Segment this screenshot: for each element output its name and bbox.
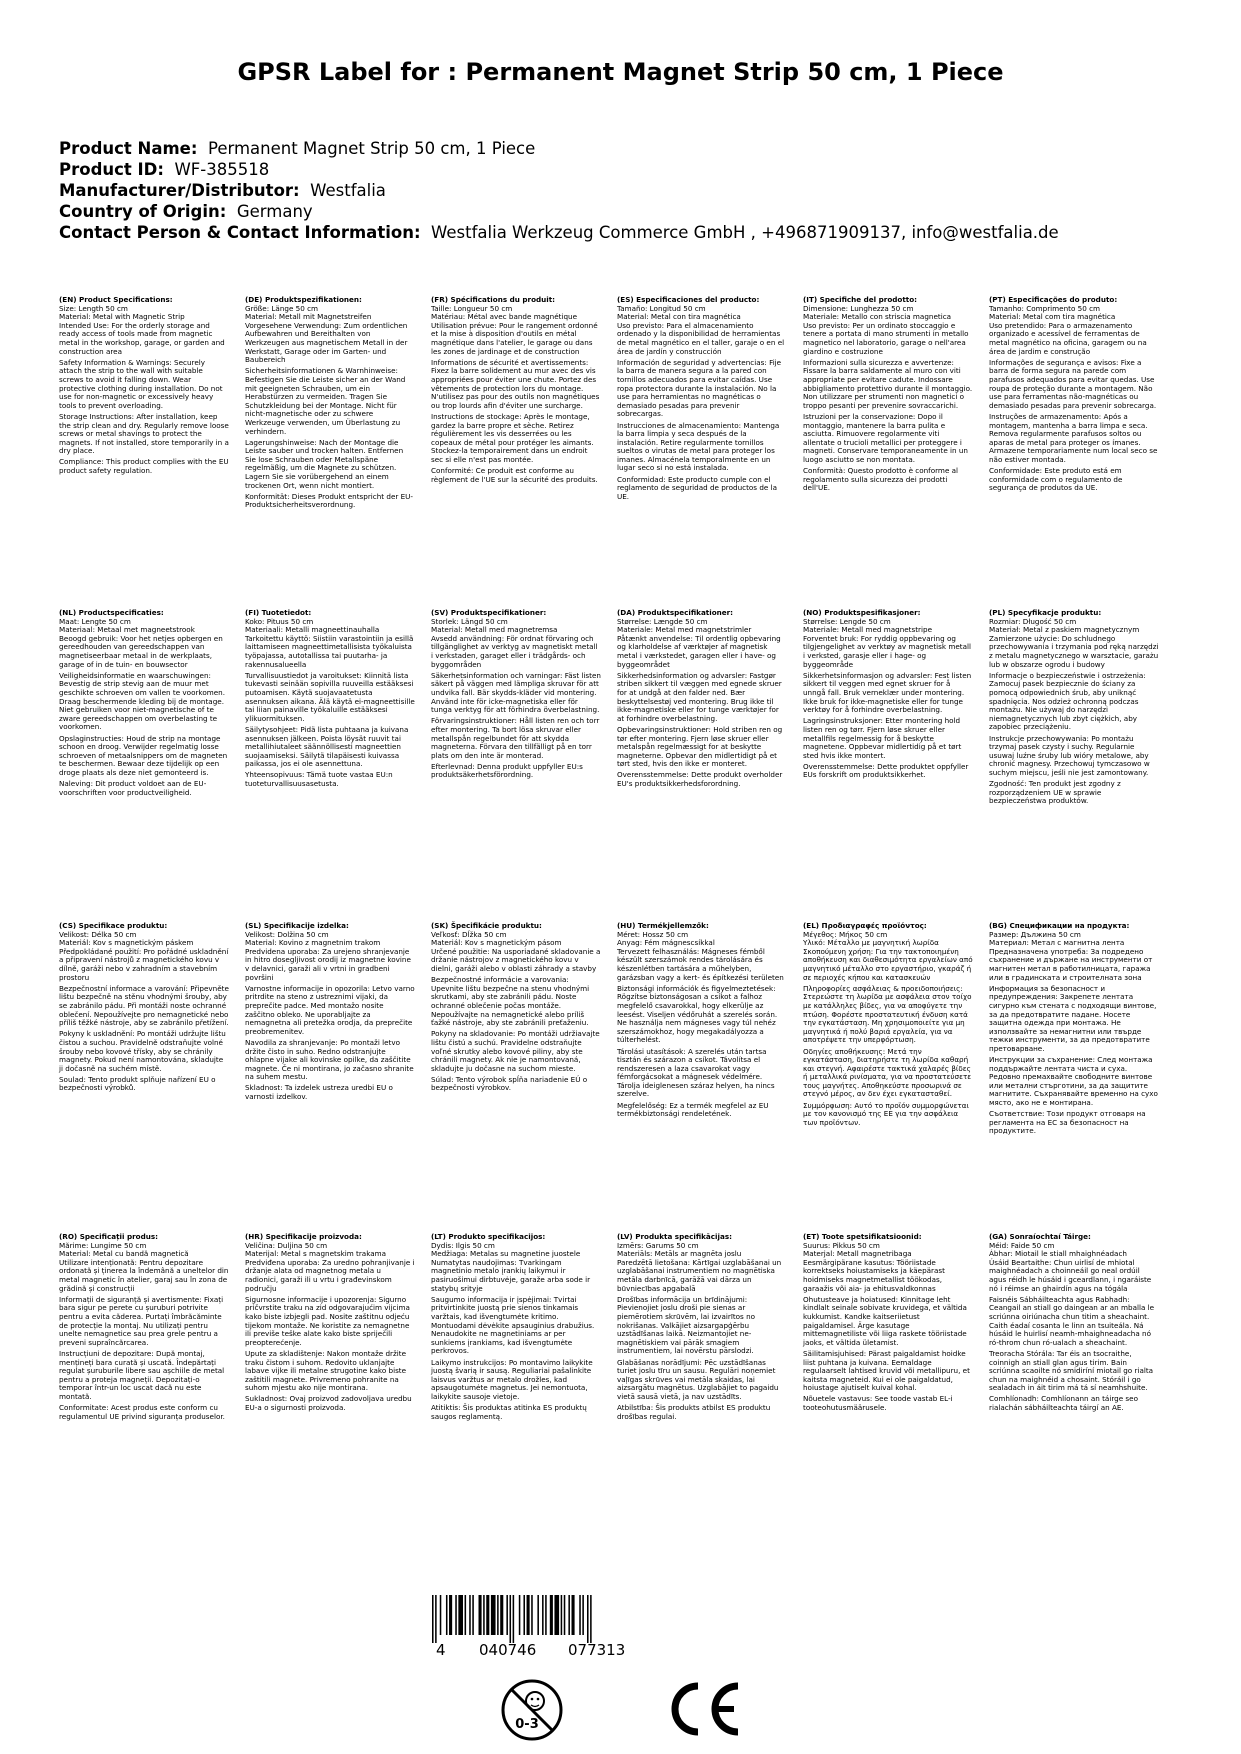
spec-material: Materjal: Metall magnetribaga (803, 1249, 912, 1259)
spec-use: Uso previsto: Per un ordinato stoccaggio e tenere a portata di mano strumenti in metallo magnetico nel laboratorio, garage o nell'area giardino e costruzione (803, 320, 969, 356)
spec-use: Vorgesehene Verwendung: Zum ordentlichen Aufbewahren und Bereithalten von Werkzeugen aus magnetischem Metall in der Werkstatt, Garage oder im Garten- und Baubereich (245, 320, 408, 365)
spec-size: Tamanho: Comprimento 50 cm (989, 303, 1101, 313)
language-block (989, 922, 1159, 1139)
spec-size: Izmērs: Garums 50 cm (617, 1240, 699, 1250)
spec-storage: Istruzioni per la conservazione: Dopo il montaggio, mantenere la barra pulita e asciutta. Rimuovere regolarmente viti allentate o trucioli metallici per proteggere i magneti. Conservare temporaneamente in un luogo asciutto se non montata. (803, 411, 968, 464)
barcode-bar (582, 1595, 584, 1635)
spec-material: Anyag: Fém mágnescsíkkal (617, 938, 715, 948)
product-id-label: Product ID: (59, 160, 164, 179)
barcode-right-digits: 077313 (568, 1641, 626, 1659)
spec-material: Materiál: Kov s magnetickým páskem (59, 938, 194, 948)
spec-use: Predviđena uporaba: Za uredno pohranjivanje i držanje alata od magnetnog metala u radionici, garaži ili u vrtu i građevinskom području (245, 1257, 415, 1293)
language-heading: (FR) Spécifications du produit: (431, 295, 556, 304)
manufacturer-value: Westfalia (310, 181, 386, 200)
language-heading: (PL) Specyfikacje produktu: (989, 608, 1102, 617)
barcode-bar (531, 1595, 533, 1635)
barcode-bar (432, 1595, 434, 1643)
spec-storage: Upute za skladištenje: Nakon montaže držite traku čistom i suhom. Redovito uklanjajte labave vijke ili metalne strugotine kako biste zaštitili magnete. Privremeno pohranite na suhom mjestu ako nije montirana. (245, 1348, 407, 1393)
spec-safety: Säkerhetsinformation och varningar: Fäst listen säkert på väggen med lämpliga skruvar för att undvika fall. Bär skydds-kläder vid montering. Använd inte för icke-magnetiska eller för tunga verktyg för att förhindra överbelastning. (431, 670, 601, 715)
language-block (431, 609, 601, 783)
spec-safety: Veiligheidsinformatie en waarschuwingen: Bevestig de strip stevig aan de muur met geschikte schroeven om vallen te voorkomen. Draag beschermende kleding bij de montage. Niet gebruiken voor niet-magnetische of te zware gereedschappen om overbelasting te voorkomen. (59, 670, 225, 732)
spec-storage: Förvaringsinstruktioner: Håll listen ren och torr efter montering. Ta bort lösa skruvar eller metallspån regelbundet för att skydda magneterna. Förvara den tillfälligt på en torr plats om den inte är monterad. (431, 716, 600, 760)
spec-size: Tamaño: Longitud 50 cm (617, 303, 706, 313)
barcode-bar (519, 1595, 521, 1635)
barcode-lead-digit: 4 (436, 1641, 446, 1659)
spec-use: Předpokládané použití: Pro pořádné uskladnění a připravení nástrojů z magnetického kovu v dílně, garáži nebo v zahradním a stavebním prostoru (59, 946, 229, 982)
barcode-bar (513, 1595, 515, 1643)
language-block (989, 296, 1159, 495)
spec-material: Materiaali: Metalli magneettinauhalla (245, 625, 380, 635)
spec-safety: Informazioni sulla sicurezza e avvertenze: Fissare la barra saldamente al muro con viti appropriate per evitare cadute. Indossare abbigliamento protettivo durante il montaggio. Non utilizzare per strumenti non magnetici o troppo pesanti per prevenire sovraccarichi. (803, 357, 973, 410)
product-info (59, 138, 1199, 243)
country-row (59, 201, 1199, 222)
country-label: Country of Origin: (59, 202, 227, 221)
spec-material: Materiāls: Metāls ar magnēta joslu (617, 1249, 742, 1259)
spec-material: Материал: Метал с магнитна лента (989, 938, 1125, 948)
spec-material: Materiale: Metall med magnetstripe (803, 625, 932, 635)
spec-storage: Säilitamisjuhised: Pärast paigaldamist hoidke liist puhtana ja kuivana. Eemaldage regulaarselt lahtised kruvid või metallipuru, et kaitsta magneteid. Kui ei ole paigaldatud, hoiustage ajutiselt kuival kohal. (803, 1348, 970, 1393)
spec-safety: Bezpečnostní informace a varování: Připevněte lištu bezpečně na stěnu vhodnými šrouby, aby se zabránilo pádu. Při montáži noste ochranné oblečení. Nepoužívejte pro nemagnetické nebo příliš těžké nástroje, aby se zabránilo přetížení. (59, 983, 229, 1028)
spec-size: Mărime: Lungime 50 cm (59, 1240, 147, 1250)
spec-storage: Инструкции за съхранение: След монтажа поддържайте лентата чиста и суха. Редовно премахвайте свободните винтове или метални стърготини, за да защитите магнитите. Съхранявайте временно на сухо място, ако не е монтирана. (989, 1055, 1158, 1108)
language-heading: (EN) Product Specifications: (59, 295, 173, 304)
spec-compliance: Naleving: Dit product voldoet aan de EU-voorschriften voor productveiligheid. (59, 779, 207, 797)
barcode-bar (491, 1595, 496, 1635)
spec-safety: Informations de sécurité et avertissements: Fixez la barre solidement au mur avec des vis appropriées pour éviter une chute. Portez des vêtements de protection lors du montage. N'utilisez pas pour des outils non magnétiques ou trop lourds afin d'éviter une surcharge. (431, 357, 600, 410)
spec-use: Utilisation prévue: Pour le rangement ordonné et la mise à disposition d'outils en métal magnétique dans l'atelier, le garage ou dans les zones de jardinage et de construction (431, 320, 598, 356)
language-block (59, 1233, 229, 1424)
spec-use: Tarkoitettu käyttö: Siistiin varastointiin ja esillä laittamiseen magneettimetallisista työkaluista työpajassa, autotallissa tai puutarha- ja rakennusalueella (245, 633, 414, 669)
barcode-bar (458, 1595, 463, 1635)
spec-use: Zamierzone użycie: Do schludnego przechowywania i trzymania pod ręką narzędzi z metalu magnetycznego w warsztacie, garażu lub w obszarze ogrodu i budowy (989, 633, 1159, 669)
language-heading: (DA) Produktspecifikationer: (617, 608, 734, 617)
barcode-bar (500, 1595, 503, 1635)
spec-size: Dydis: Ilgis 50 cm (431, 1240, 495, 1250)
barcode-bar (440, 1595, 442, 1635)
spec-size: Μέγεθος: Μήκος 50 cm (803, 929, 888, 939)
spec-compliance: Συμμόρφωση: Αυτό το προϊόν συμμορφώνεται με τον κανονισμό της ΕΕ για την ασφάλεια των προϊόντων. (803, 1100, 969, 1127)
language-heading: (NO) Produktspesifikasjoner: (803, 608, 921, 617)
language-heading: (HU) Termékjellemzők: (617, 921, 709, 930)
language-block (431, 1233, 601, 1424)
barcode-bar (537, 1595, 539, 1635)
spec-size: Taille: Longueur 50 cm (431, 303, 513, 313)
spec-compliance: Skladnost: Ta izdelek ustreza uredbi EU o varnosti izdelkov. (245, 1083, 393, 1102)
barcode-bar (542, 1595, 544, 1635)
barcode-left-digits: 040746 (479, 1641, 537, 1659)
spec-storage: Pokyny k uskladnění: Po montáži udržujte lištu čistou a suchou. Pravidelně odstraňujte volné šrouby nebo kovové třísky, aby se chránily magnety. Pokud není namontována, skladujte ji dočasně na suchém místě. (59, 1029, 226, 1073)
spec-size: Størrelse: Længde 50 cm (617, 616, 708, 626)
spec-material: Materiale: Metal med magnetstrimler (617, 625, 752, 635)
barcode-bar (497, 1595, 499, 1635)
spec-size: Méret: Hossz 50 cm (617, 929, 689, 939)
spec-material: Material: Metall mit Magnetstreifen (245, 312, 372, 322)
contact-label: Contact Person & Contact Information: (59, 223, 421, 242)
barcode-bar (479, 1595, 482, 1635)
language-block (989, 1233, 1159, 1415)
spec-compliance: Conformitate: Acest produs este conform cu regulamentul UE privind siguranța produselor. (59, 1403, 225, 1421)
spec-size: Size: Length 50 cm (59, 303, 128, 313)
barcode-bar (550, 1595, 553, 1635)
spec-compliance: Efterlevnad: Denna produkt uppfyller EU:s produktsäkerhetsförordning. (431, 761, 583, 780)
product-name-value: Permanent Magnet Strip 50 cm, 1 Piece (207, 139, 536, 158)
spec-size: Veličina: Duljina 50 cm (245, 1240, 328, 1250)
age-warning-icon (500, 1678, 564, 1742)
spec-compliance: Conformité: Ce produit est conforme au règlement de l'UE sur la sécurité des produits. (431, 466, 598, 484)
barcode-bar (545, 1595, 547, 1635)
product-name-row (59, 138, 1199, 159)
spec-compliance: Zgodność: Ten produkt jest zgodny z rozporządzeniem UE w sprawie bezpieczeństwa produktów. (989, 779, 1121, 806)
barcode-bar (449, 1595, 452, 1635)
spec-storage: Glabāšanas norādījumi: Pēc uzstādīšanas turiet joslu tīru un sausu. Regulāri noņemiet vaļīgas skrūves vai metāla skaidas, lai aizsargātu magnētus. Uzglabājiet to pagaidu vietā sausā vietā, ja nav uzstādīts. (617, 1357, 779, 1401)
language-block (617, 1233, 787, 1424)
product-name-label: Product Name: (59, 139, 198, 158)
language-block (617, 296, 787, 504)
spec-safety: Informações de segurança e avisos: Fixe a barra de forma segura na parede com parafusos adequados para evitar quedas. Use roupa de proteção durante a montagem. Não use para ferramentas não-magnéticas ou demasiado pesadas para prevenir sobrecarga. (989, 357, 1157, 410)
spec-material: Materiaal: Metaal met magneetstrook (59, 625, 195, 635)
spec-safety: Πληροφορίες ασφάλειας & προειδοποιήσεις: Στερεώστε τη λωρίδα με ασφάλεια στον τοίχο με κατάλληλες βίδες, για να αποφύγετε την πτώση. Φορέστε προστατευτική ένδυση κατά την εγκατάσταση. Μη χρησιμοποιείτε για μη μαγνητικά ή πολύ βαριά εργαλεία, για να αποτρέψετε την υπερφόρτωση. (803, 983, 972, 1045)
barcode-bar (506, 1595, 508, 1635)
spec-storage: Tárolási utasítások: A szerelés után tartsa tisztán és szárazon a csíkot. Távolítsa el rendszeresen a laza csavarokat vagy fémforgácsokat a mágnesek védelmére. Tárolja ideiglenesen száraz helyen, ha nincs szerelve. (617, 1046, 775, 1099)
spec-storage: Lagerungshinweise: Nach der Montage die Leiste sauber und trocken halten. Entfernen Sie lose Schrauben oder Metallspäne regelmäßig, um die Magnete zu schützen. Lagern Sie sie vorübergehend an einem trockenen Ort, wenn nicht montiert. (245, 437, 404, 490)
language-block (431, 922, 601, 1096)
spec-material: Matériau: Métal avec bande magnétique (431, 312, 577, 322)
spec-size: Velikost: Dolžina 50 cm (245, 929, 329, 939)
spec-storage: Οδηγίες αποθήκευσης: Μετά την εγκατάσταση, διατηρήστε τη λωρίδα καθαρή και στεγνή. Αφαιρέστε τακτικά χαλαρές βίδες ή μεταλλικά ρινίσματα, για να προστατεύσετε τους μαγνήτες. Αποθηκεύστε προσωρινά σε στεγνό μέρος, αν δεν έχει εγκατασταθεί. (803, 1046, 972, 1099)
barcode-bar (483, 1595, 485, 1635)
spec-safety: Información de seguridad y advertencias: Fije la barra de manera segura a la pared con tornillos adecuados para evitar caídas. Use ropa protectora durante la instalación. No la use para herramientas no magnéticas o demasiado pesadas para prevenir sobrecargas. (617, 357, 782, 419)
barcode-bar (523, 1595, 525, 1635)
spec-storage: Storage Instructions: After installation, keep the strip clean and dry. Regularly remove loose screws or metal shavings to protect the magnets. If not installed, store temporarily in a dry place. (59, 411, 229, 456)
spec-storage: Instruções de armazenamento: Após a montagem, mantenha a barra limpa e seca. Remova regularmente parafusos soltos ou aparas de metal para proteger os ímanes. Armazene temporariamente num local seco se não estiver montada. (989, 411, 1158, 464)
language-block (245, 609, 415, 791)
spec-material: Materiale: Metallo con striscia magnetica (803, 312, 952, 322)
spec-storage: Instructions de stockage: Après le montage, gardez la barre propre et sèche. Retirez régulièrement les vis desserrées ou les copeaux de métal pour protéger les aimants. Stockez-la temporairement dans un endroit sec si elle n'est pas montée. (431, 411, 594, 464)
spec-safety: Sikkerhetsinformasjon og advarsler: Fest listen sikkert til veggen med egnet skruer for å unngå fall. Bruk verneklær under montering. Ikke bruk for ikke-magnetiske eller for tunge verktøy for å forhindre overbelastning. (803, 670, 972, 715)
age-range-label: 0-3 (515, 1717, 539, 1732)
product-id-value: WF-385518 (174, 160, 270, 179)
spec-storage: Lagringsinstruksjoner: Etter montering hold listen ren og tørr. Fjern løse skruer eller metallfils regelmessig for å beskytte magnetene. Oppbevar midlertidig på et tørt sted hvis ikke montert. (803, 716, 962, 760)
spec-material: Material: Metal cu bandă magnetică (59, 1249, 189, 1259)
spec-size: Размер: Дължина 50 cm (989, 929, 1081, 939)
spec-compliance: Sukladnost: Ovaj proizvod zadovoljava uredbu EU-a o sigurnosti proizvoda. (245, 1394, 412, 1413)
barcode-bar (469, 1595, 471, 1635)
spec-compliance: Soulad: Tento produkt splňuje nařízení EU o bezpečnosti výrobků. (59, 1074, 216, 1093)
barcode-bar (527, 1595, 530, 1635)
spec-use: Beoogd gebruik: Voor het netjes opbergen en gereedhouden van gereedschappen van magnetiseerbaar metaal in de werkplaats, garage of in de tuin- en bouwsector (59, 633, 223, 669)
barcode-bar (572, 1595, 575, 1635)
language-heading: (DE) Produktspezifikationen: (245, 295, 362, 304)
spec-compliance: Atitiktis: Šis produktas atitinka ES produktų saugos reglamentą. (431, 1403, 587, 1421)
spec-safety: Ohutusteave ja hoiatused: Kinnitage leht kindlalt seinale sobivate kruvidega, et vältida kukkumist. Kandke kaitseriietust paigaldamisel. Ärge kasutage mittemagnetiliste või liiga raskete tööriistade jaoks, et vältida ületamist. (803, 1294, 967, 1347)
spec-material: Material: Metall med magnetremsa (431, 625, 558, 635)
barcode-bar (579, 1595, 581, 1635)
language-block (245, 296, 415, 513)
spec-material: Material: Metal com tira magnética (989, 312, 1116, 322)
language-heading: (BG) Спецификации на продукта: (989, 921, 1130, 930)
spec-safety: Drošības informācija un brīdinājumi: Pievienojiet joslu droši pie sienas ar piemērotiem skrūvēm, lai izvairītos no nokrišanas. Valkājiet aizsargapģērbu uzstādīšanas laikā. Neizmantojiet ne-magnētiskiem vai pārāk smagiem instrumentiem, lai novērstu pārslodzi. (617, 1294, 756, 1356)
language-heading: (NL) Productspecificaties: (59, 608, 164, 617)
spec-size: Storlek: Längd 50 cm (431, 616, 508, 626)
manufacturer-label: Manufacturer/Distributor: (59, 181, 300, 200)
spec-material: Materiál: Kov s magnetickým pásom (431, 938, 562, 948)
spec-storage: Navodila za shranjevanje: Po montaži letvo držite čisto in suho. Redno odstranjujte ohlapne vijake ali kovinske opilke, da zaščitite magnete. Če ni montirana, jo začasno shranite na suhem mestu. (245, 1037, 414, 1082)
language-heading: (ES) Especificaciones del producto: (617, 295, 760, 304)
spec-size: Rozmiar: Długość 50 cm (989, 616, 1077, 626)
spec-material: Materiał: Metal z paskiem magnetycznym (989, 625, 1140, 635)
language-block (59, 922, 229, 1096)
contact-value: Westfalia Werkzeug Commerce GmbH , +496871909137, info@westfalia.de (431, 223, 1059, 242)
spec-size: Suurus: Pikkus 50 cm (803, 1240, 880, 1250)
spec-storage: Säilytysohjeet: Pidä lista puhtaana ja kuivana asennuksen jälkeen. Poista löysät ruuvit tai metallihiutaleet säännöllisesti magneettien suojaamiseksi. Säilytä tilapäisesti kuivassa paikassa, jos ei ole asennettuna. (245, 724, 409, 769)
spec-compliance: Compliance: This product complies with the EU product safety regulation. (59, 457, 229, 476)
spec-use: Paredzētā lietošana: Kārtīgai uzglabāšanai un uzglabāšanai instrumentiem no magnētiska metāla darbnīcā, garāžā vai dārza un būvniecības apgabalā (617, 1257, 782, 1293)
barcode-bar (472, 1595, 474, 1635)
spec-storage: Pokyny na skladovanie: Po montáži udržiavajte lištu čistú a suchú. Pravidelne odstraňujte voľné skrutky alebo kovové piliny, aby ste chránili magnety. Ak nie je namontovaná, skladujte ju dočasne na suchom mieste. (431, 1029, 600, 1073)
contact-row (59, 222, 1199, 243)
language-heading: (FI) Tuotetiedot: (245, 608, 312, 617)
spec-compliance: Nõuetele vastavus: See toode vastab EL-i tooteohutusmäärusele. (803, 1394, 953, 1413)
spec-safety: Safety Information & Warnings: Securely attach the strip to the wall with suitable screws to avoid it falling down. Wear protective clothing during installation. Do not use for non-magnetic or excessively heavy tools to prevent overloading. (59, 357, 223, 410)
language-heading: (SV) Produktspecifikationer: (431, 608, 547, 617)
language-heading: (LV) Produkta specifikācijas: (617, 1232, 732, 1241)
language-block (617, 609, 787, 791)
language-block (803, 1233, 973, 1415)
spec-safety: Informații de siguranță și avertismente: Fixați bara sigur pe perete cu șuruburi potrivite pentru a evita căderea. Purtați îmbrăcăminte de protecție la montaj. Nu utilizați pentru unelte nemagnetice sau prea grele pentru a preveni supraîncărcarea. (59, 1294, 224, 1347)
spec-material: Material: Metal with Magnetic Strip (59, 312, 185, 322)
language-block (59, 609, 229, 800)
spec-safety: Sicherheitsinformationen & Warnhinweise: Befestigen Sie die Leiste sicher an der Wand mit geeigneten Schrauben, um ein Herabstürzen zu vermeiden. Tragen Sie Schutzkleidung bei der Montage. Nicht für nicht-magnetische oder zu schwere Werkzeuge verwenden, um Überlastung zu verhindern. (245, 366, 406, 436)
language-block (803, 609, 973, 783)
spec-compliance: Atbilstība: Šis produkts atbilst ES produktu drošības regulai. (617, 1403, 771, 1421)
spec-use: Uso previsto: Para el almacenamiento ordenado y la disponibilidad de herramientas de metal magnético en el taller, garaje o en el área de jardín y construcción (617, 320, 785, 356)
spec-safety: Faisnéis Sábháilteachta agus Rabhadh: Ceangail an stiall go daingean ar an mballa le scriúnna oiriúnacha chun titim a sheachaint. Caith éadaí cosanta le linn an tsuiteála. Ná húsáid le huirlisí neamh-mhaighneadacha nó ró-throm chun ró-ualach a sheachaint. (989, 1294, 1155, 1347)
spec-use: Avsedd användning: För ordnat förvaring och tillgänglighet av verktyg av magnetiskt metall i verkstaden, garaget eller i trädgårds- och byggområden (431, 633, 598, 669)
spec-compliance: Conformità: Questo prodotto è conforme al regolamento sulla sicurezza dei prodotti dell'UE. (803, 466, 959, 493)
spec-material: Υλικό: Μέταλλο με μαγνητική λωρίδα (803, 938, 939, 948)
barcode-bar (435, 1595, 437, 1643)
barcode-bar (465, 1595, 467, 1635)
spec-use: Eesmärgipärane kasutus: Tööriistade korrektseks hoiustamiseks ja käepärast hoidmiseks magnetmetallist töökodas, garaažis või aia- ja ehitusvaldkonnas (803, 1257, 945, 1293)
barcode-bar (446, 1595, 448, 1635)
spec-compliance: Overensstemmelse: Dette produkt overholder EU's produktsikkerhedsforordning. (617, 770, 783, 789)
product-id-row (59, 159, 1199, 180)
spec-safety: Sigurnosne informacije i upozorenja: Sigurno pričvrstite traku na zid odgovarajućim vijcima kako biste izbjegli pad. Nosite zaštitnu odjeću tijekom montaže. Ne koristite za nemagnetne ili previše teške alate kako biste spriječili preopterećenje. (245, 1294, 410, 1347)
spec-storage: Opbevaringsinstruktioner: Hold striben ren og tør efter montering. Fjern løse skruer eller metalspån regelmæssigt for at beskytte magneterne. Opbevar den midlertidigt på et tørt sted, hvis den ikke er monteret. (617, 724, 783, 769)
ce-mark-icon (664, 1678, 744, 1740)
spec-safety: Saugumo informacija ir įspėjimai: Tvirtai pritvirtinkite juostą prie sienos tinkamais varžtais, kad išvengtumėte kritimo. Montuodami dėvėkite apsauginius drabužius. Nenaudokite ne magnetiniams ar per sunkiems įrankiams, kad išvengtumėte perkrovos. (431, 1294, 595, 1356)
language-heading: (HR) Specifikacije proizvoda: (245, 1232, 362, 1241)
spec-material: Material: Metal con tira magnética (617, 312, 741, 322)
language-heading: (GA) Sonraíochtaí Táirge: (989, 1232, 1091, 1241)
language-heading: (IT) Specifiche del prodotto: (803, 295, 918, 304)
spec-use: Určené použitie: Na usporiadané skladovanie a držanie nástrojov z magnetického kovu v dielni, garáži alebo v oblasti záhrady a stavby (431, 946, 601, 973)
barcode-bar (561, 1595, 563, 1635)
ean-barcode (430, 1595, 640, 1643)
language-block (245, 1233, 415, 1415)
spec-compliance: Comhlíonadh: Comhlíonann an táirge seo rialachán sábháilteachta táirgí an AE. (989, 1394, 1138, 1413)
spec-safety: Informacje o bezpieczeństwie i ostrzeżenia: Zamocuj pasek bezpiecznie do ściany za pomocą odpowiednich śrub, aby uniknąć spadnięcia. Nos odzież ochronną podczas montażu. Nie używaj do narzędzi niemagnetycznych lub zbyt ciężkich, aby zapobiec przeciążeniu. (989, 670, 1146, 732)
spec-material: Medžiaga: Metalas su magnetine juostele (431, 1249, 581, 1259)
spec-compliance: Conformidade: Este produto está em conformidade com o regulamento de segurança de produtos da UE. (989, 466, 1123, 493)
barcode-bar (587, 1595, 589, 1643)
spec-use: Påtænkt anvendelse: Til ordentlig opbevaring og klarholdelse af værktøjer af magnetisk metal i værkstedet, garagen eller i have- og byggeområdet (617, 633, 781, 669)
spec-use: Предназначена употреба: За подредено съхранение и държане на инструменти от магнитен метал в работилницата, гаража или в градинската и строителната зона (989, 946, 1153, 982)
spec-storage: Instrukcje przechowywania: Po montażu trzymaj pasek czysty i suchy. Regularnie usuwaj luźne śruby lub wióry metalowe, aby chronić magnesy. Przechowuj tymczasowo w suchym miejscu, jeśli nie jest zamontowany. (989, 733, 1150, 777)
language-block (617, 922, 787, 1121)
spec-material: Material: Kovino z magnetnim trakom (245, 938, 381, 948)
spec-use: Σκοπούμενη χρήση: Για την τακτοποιημένη αποθήκευση και διαθεσιμότητα εργαλείων από μαγνητικό μέταλλο στο εργαστήριο, γκαράζ ή σε περιοχές κήπου και κατασκευών (803, 946, 973, 982)
spec-storage: Laikymo instrukcijos: Po montavimo laikykite juostą švarią ir sausą. Reguliariai pašalinkite laisvus varžtus ar metalo drožles, kad apsaugotumėte magnetus. Jei nemontuota, laikykite sausoje vietoje. (431, 1357, 593, 1401)
language-heading: (SK) Špecifikácie produktu: (431, 921, 542, 930)
barcode-bar (554, 1595, 559, 1635)
spec-safety: Turvallisuustiedot ja varoitukset: Kiinnitä lista tukevasti seinään sopivilla ruuveilla estääksesi putoamisen. Käytä suojavaatetusta asennuksen aikana. Älä käytä ei-magneettisille tai liian painaville työkaluille estääksesi ylikuormituksen. (245, 670, 415, 723)
spec-size: Koko: Pituus 50 cm (245, 616, 314, 626)
spec-storage: Instrucciones de almacenamiento: Mantenga la barra limpia y seca después de la instalación. Retire regularmente tornillos sueltos o virutas de metal para proteger los imanes. Almacénela temporalmente en un lugar seco si no está instalada. (617, 420, 780, 473)
spec-material: Materijal: Metal s magnetskim trakama (245, 1249, 387, 1259)
spec-use: Úsáid Beartaithe: Chun uirlisí de mhiotal maighnéadach a choinneáil go neal ordúil agus réidh le húsáid i gceardlann, i ngaráiste nó i réimse an ghairdín agus na tógála (989, 1257, 1152, 1293)
spec-compliance: Yhteensopivuus: Tämä tuote vastaa EU:n tuoteturvallisuusasetusta. (245, 770, 393, 789)
barcode-bar (486, 1595, 489, 1635)
spec-compliance: Súlad: Tento výrobok spĺňa nariadenie EÚ o bezpečnosti výrobkov. (431, 1074, 588, 1093)
language-heading: (SL) Specifikacije izdelka: (245, 921, 349, 930)
language-heading: (PT) Especificações do produto: (989, 295, 1118, 304)
spec-size: Dimensione: Lunghezza 50 cm (803, 303, 914, 313)
spec-compliance: Conformidad: Este producto cumple con el reglamento de seguridad de productos de la UE. (617, 474, 777, 501)
spec-size: Størrelse: Lengde 50 cm (803, 616, 891, 626)
language-block (245, 922, 415, 1104)
spec-safety: Bezpečnostné informácie a varovania: Upevnite lištu bezpečne na stenu vhodnými skrutkami, aby ste zabránili pádu. Noste ochranné oblečenie počas montáže. Nepoužívajte na nemagnetické alebo príliš ťažké nástroje, aby ste zabránili preťaženiu. (431, 975, 590, 1028)
language-heading: (EL) Προδιαγραφές προϊόντος: (803, 921, 927, 930)
spec-size: Maat: Lengte 50 cm (59, 616, 131, 626)
spec-safety: Информация за безопасност и предупреждения: Закрепете лентата сигурно към стената с подходящи винтове, за да предотвратите падане. Носете защитна одежда при монтажа. Не използвайте за немагнитни или твърде тежки инструменти, за да предотвратите претоварване. (989, 983, 1157, 1053)
barcode-bar (510, 1595, 512, 1643)
barcode-bar (568, 1595, 570, 1635)
spec-safety: Biztonsági információk és figyelmeztetések: Rögzítse biztonságosan a csíkot a falhoz megfelelő csavarokkal, hogy elkerülje az leesést. Viseljen védőruhát a szerelés során. Ne használja nem mágneses vagy túl nehéz szerszámokhoz, hogy megakadályozza a túlterhelést. (617, 983, 778, 1045)
spec-use: Uso pretendido: Para o armazenamento organizado e acessível de ferramentas de metal magnético na oficina, garagem ou na área de jardim e construção (989, 320, 1147, 356)
spec-size: Velikost: Délka 50 cm (59, 929, 137, 939)
language-block (431, 296, 601, 487)
spec-storage: Instrucțiuni de depozitare: După montaj, mențineți bara curată și uscată. Îndepărtați regulat șuruburile libere sau așchiile de metal pentru a proteja magneții. Depozitați-o temporar într-un loc uscat dacă nu este montată. (59, 1348, 225, 1401)
barcode-bar (564, 1595, 566, 1635)
spec-use: Utilizare intenționată: Pentru depozitare ordonată și ținerea la îndemână a uneltelor din metal magnetic în atelier, garaj sau în zona de grădină și construcții (59, 1257, 229, 1293)
barcode-bar (455, 1595, 457, 1635)
spec-compliance: Megfelelőség: Ez a termék megfelel az EU termékbiztonsági rendeletének. (617, 1100, 769, 1119)
spec-use: Forventet bruk: For ryddig oppbevaring og tilgjengelighet av verktøy av magnetisk metall i verksted, garasje eller i hage- og byggeområde (803, 633, 971, 669)
spec-storage: Opslaginstructies: Houd de strip na montage schoon en droog. Verwijder regelmatig losse schroeven of metaalsnippers om de magneten te beschermen. Bewaar deze tijdelijk op een droge plaats als deze niet gemonteerd is. (59, 733, 228, 777)
spec-material: Ábhar: Miotail le stiall mhaighnéadach (989, 1249, 1127, 1259)
spec-size: Größe: Länge 50 cm (245, 303, 319, 313)
spec-use: Predvidena uporaba: Za urejeno shranjevanje in hitro dosegljivost orodij iz magnetne kovine v delavnici, garaži ali v vrtni in gradbeni površini (245, 946, 411, 982)
language-block (59, 296, 229, 478)
spec-size: Méid: Faide 50 cm (989, 1240, 1055, 1250)
spec-use: Numatytas naudojimas: Tvarkingam magnetinio metalo įrankių laikymui ir pasiruošimui dirbtuvėje, garaže arba sode ir statybų srityje (431, 1257, 591, 1293)
spec-compliance: Съответствие: Този продукт отговаря на регламента на ЕС за безопасност на продуктите. (989, 1109, 1146, 1136)
language-heading: (ET) Toote spetsifikatsioonid: (803, 1232, 922, 1241)
spec-compliance: Konformität: Dieses Produkt entspricht der EU-Produktsicherheitsverordnung. (245, 491, 414, 510)
page-title: GPSR Label for : Permanent Magnet Strip 50 cm, 1 Piece (237, 58, 1004, 86)
spec-use: Intended Use: For the orderly storage and ready access of tools made from magnetic metal in the workshop, garage, or garden and construction area (59, 320, 225, 356)
language-heading: (LT) Produkto specifikacijos: (431, 1232, 546, 1241)
spec-use: Tervezett felhasználás: Mágneses fémből készült szerszámok rendes tárolására és készenlétben tartására a műhelyben, garázsban vagy a kert- és építkezési területen (617, 946, 784, 982)
manufacturer-row (59, 180, 1199, 201)
language-block (803, 296, 973, 495)
spec-safety: Sikkerhedsinformation og advarsler: Fastgør striben sikkert til væggen med egnede skruer for at undgå at den falder ned. Bær beskyttelsestøj ved montering. Brug ikke til ikke-magnetiske eller for tunge værktøjer for at forhindre overbelastning. (617, 670, 782, 723)
country-value: Germany (236, 202, 313, 221)
language-block (989, 609, 1159, 808)
barcode-bar (590, 1595, 592, 1643)
language-heading: (RO) Specificații produs: (59, 1232, 158, 1241)
spec-safety: Varnostne informacije in opozorila: Letvo varno pritrdite na steno z ustreznimi vijaki, da preprečite padce. Med montažo nosite zaščitno obleko. Ne uporabljajte za nemagnetna ali pretežka orodja, da preprečite preobremenitev. (245, 983, 415, 1036)
spec-storage: Treoracha Stórála: Tar éis an tsocraithe, coinnigh an stiall glan agus tirim. Bain scriúnna scaoilte nó smidiríní miotail go rialta chun na maighnéid a chosaint. Stóráil i go sealadach in áit tirim má tá sí neamhshuite. (989, 1348, 1154, 1393)
spec-compliance: Overensstemmelse: Dette produktet oppfyller EUs forskrift om produktsikkerhet. (803, 761, 969, 780)
spec-size: Veľkosť: Dĺžka 50 cm (431, 929, 507, 939)
language-block (803, 922, 973, 1130)
language-heading: (CS) Specifikace produktu: (59, 921, 168, 930)
